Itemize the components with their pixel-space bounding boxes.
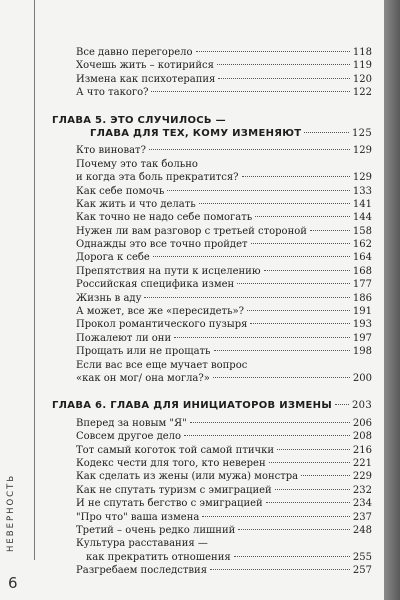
chapter-6-page: 203 (352, 400, 372, 412)
toc-entry (52, 185, 372, 198)
toc-entry (52, 225, 372, 238)
leader-dots (167, 190, 350, 191)
toc-entry-page: 164 (352, 252, 372, 264)
toc-entry-title: Как себе помочь (76, 185, 165, 197)
toc-entry-page: 129 (352, 145, 372, 157)
leader-dots (210, 569, 350, 570)
toc-entry (52, 46, 372, 59)
toc-entry (52, 238, 372, 251)
toc-entry-title: Как точно не надо себе помогать (76, 212, 253, 224)
toc-entry (52, 497, 372, 510)
toc-entry-title-line2: как прекратить отношения (86, 551, 231, 563)
toc-entry-title: И не спутать бегство с эмиграцией (76, 498, 263, 510)
toc-entry (52, 537, 372, 564)
toc-section-3c (52, 564, 372, 577)
leader-dots (250, 323, 349, 324)
leader-dots (269, 462, 350, 463)
chapter-5-page: 125 (352, 127, 372, 139)
toc-entry-title: Как жить и что делать (76, 198, 196, 210)
chapter-6-heading (52, 399, 372, 412)
toc-entry (52, 332, 372, 345)
toc-entry-title: Как не спутать туризм с эмиграцией (76, 484, 272, 496)
toc-entry-page: 200 (352, 372, 372, 384)
leader-dots (277, 449, 350, 450)
toc-entry-title: Хочешь жить – котирийся (76, 60, 214, 72)
leader-dots (202, 516, 350, 517)
leader-dots (234, 556, 350, 557)
toc-entry (52, 292, 372, 305)
toc-entry-page: 237 (352, 511, 372, 523)
leader-dots (335, 404, 349, 405)
chapter-5-title-line2: ГЛАВА ДЛЯ ТЕХ, КОМУ ИЗМЕНЯЮТ (90, 127, 302, 139)
toc-entry-page: 206 (352, 417, 372, 429)
toc-entry-page: 186 (352, 292, 372, 304)
toc-entry-title-line1: Почему это так больно (76, 158, 198, 170)
toc-section-2c (52, 185, 372, 359)
toc-entry-page: 158 (352, 225, 372, 237)
toc-entry (52, 318, 372, 331)
toc-entry (52, 211, 372, 224)
toc-entry-title: "Про что" ваша измена (76, 511, 200, 523)
leader-dots (275, 489, 350, 490)
toc-entry-title: Пожалеют ли они (76, 332, 172, 344)
toc-entry-title: Как сделать из жены (или мужа) монстра (76, 471, 299, 483)
toc-entry (52, 524, 372, 537)
leader-dots (242, 176, 350, 177)
toc-entry (52, 73, 372, 86)
toc-entry-title: Измена как психотерапия (76, 73, 216, 85)
leader-dots (214, 350, 350, 351)
leader-dots (196, 51, 350, 52)
toc-entry-title: А что такого? (76, 87, 149, 99)
leader-dots (151, 91, 349, 92)
leader-dots (238, 529, 350, 530)
toc-entry (52, 265, 372, 278)
book-spine-shadow (384, 0, 400, 600)
leader-dots (247, 310, 350, 311)
toc-entry-title: Третий – очень редко лишний (76, 524, 236, 536)
toc-entry-page: 198 (352, 346, 372, 358)
toc-entry (52, 278, 372, 291)
toc-entry-page: 162 (352, 239, 372, 251)
toc-entry-page: 191 (352, 306, 372, 318)
leader-dots (301, 475, 350, 476)
table-of-contents (52, 46, 372, 577)
toc-entry-page: 133 (352, 185, 372, 197)
toc-entry-page: 177 (352, 279, 372, 291)
leader-dots (255, 216, 350, 217)
leader-dots (149, 149, 350, 150)
toc-entry-page: 119 (352, 60, 372, 72)
leader-dots (304, 132, 349, 133)
toc-entry (52, 198, 372, 211)
toc-entry-page: 255 (352, 551, 372, 563)
toc-entry-page: 118 (352, 47, 372, 58)
toc-entry-page: 141 (352, 198, 372, 210)
toc-entry-page: 232 (352, 484, 372, 496)
toc-entry-title: А может, все же «пересидеть»? (76, 306, 244, 318)
toc-entry-page: 144 (352, 212, 372, 224)
toc-entry-page: 197 (352, 332, 372, 344)
toc-entry-title: Жизнь в аду (76, 292, 142, 304)
toc-entry-title: Прощать или не прощать (76, 346, 211, 358)
leader-dots (184, 435, 350, 436)
toc-entry-page: 234 (352, 498, 372, 510)
toc-entry-title: Препятствия на пути к исцелению (76, 265, 261, 277)
toc-entry (52, 417, 372, 430)
leader-dots (144, 297, 349, 298)
toc-entry (52, 86, 372, 99)
toc-entry (52, 457, 372, 470)
toc-entry (52, 470, 372, 483)
toc-entry (52, 359, 372, 386)
toc-entry-title: Кто виноват? (76, 145, 146, 157)
toc-entry-title: Дорога к себе (76, 252, 150, 264)
toc-entry (52, 251, 372, 264)
toc-entry (52, 511, 372, 524)
toc-entry-page: 257 (352, 565, 372, 577)
toc-entry-page: 216 (352, 444, 372, 456)
toc-entry (52, 144, 372, 157)
toc-entry-page: 248 (352, 524, 372, 536)
chapter-5-title-line1: ГЛАВА 5. ЭТО СЛУЧИЛОСЬ — (52, 114, 226, 126)
toc-entry-title: Кодекс чести для того, кто неверен (76, 457, 266, 469)
leader-dots (199, 203, 350, 204)
toc-section-3a (52, 417, 372, 538)
toc-entry-title-line1: Если вас все еще мучает вопрос (76, 359, 248, 371)
toc-entry (52, 444, 372, 457)
toc-entry-title: Тот самый коготок той самой птички (76, 444, 275, 456)
toc-entry-page: 168 (352, 265, 372, 277)
toc-entry (52, 305, 372, 318)
leader-dots (153, 256, 350, 257)
toc-entry-title: Вперед за новым "Я" (76, 417, 187, 429)
toc-entry-title: Нужен ли вам разговор с третьей стороной (76, 225, 307, 237)
chapter-6-title: ГЛАВА 6. ГЛАВА ДЛЯ ИНИЦИАТОРОВ ИЗМЕНЫ (52, 400, 332, 412)
leader-dots (264, 270, 350, 271)
page-number: 6 (8, 574, 18, 592)
leader-dots (213, 377, 350, 378)
toc-entry-page: 129 (352, 172, 372, 184)
toc-entry-title: Все давно перегорело (76, 47, 193, 58)
toc-entry-page: 122 (352, 87, 372, 99)
leader-dots (251, 243, 350, 244)
toc-entry (52, 430, 372, 443)
toc-entry-page: 208 (352, 431, 372, 443)
toc-entry-title: Однажды это все точно пройдет (76, 239, 248, 251)
toc-entry (52, 484, 372, 497)
toc-entry-title: Российская специфика измен (76, 279, 235, 291)
toc-entry-page: 193 (352, 319, 372, 331)
chapter-5-heading (52, 114, 372, 141)
toc-entry-title-line2: «как он мог/ она могла?» (76, 372, 210, 384)
toc-entry-page: 221 (352, 457, 372, 469)
toc-entry-title-line1: Культура расставания — (76, 538, 208, 550)
leader-dots (174, 337, 350, 338)
toc-entry (52, 59, 372, 72)
toc-entry-title-line2: и когда эта боль прекратится? (76, 172, 239, 184)
margin-rule (34, 0, 35, 560)
running-title: НЕВЕРНОСТЬ (6, 473, 16, 552)
leader-dots (266, 502, 350, 503)
toc-entry (52, 345, 372, 358)
leader-dots (190, 422, 350, 423)
toc-section-1 (52, 46, 372, 100)
toc-entry (52, 158, 372, 185)
toc-entry-page: 229 (352, 471, 372, 483)
leader-dots (217, 64, 350, 65)
leader-dots (218, 78, 350, 79)
toc-entry-title: Совсем другое дело (76, 431, 182, 443)
toc-entry-page: 120 (352, 73, 372, 85)
toc-section-2a (52, 144, 372, 157)
leader-dots (310, 230, 350, 231)
toc-entry-title: Разгребаем последствия (76, 565, 208, 577)
toc-entry-title: Прокол романтического пузыря (76, 319, 248, 331)
toc-entry (52, 564, 372, 577)
leader-dots (237, 283, 350, 284)
